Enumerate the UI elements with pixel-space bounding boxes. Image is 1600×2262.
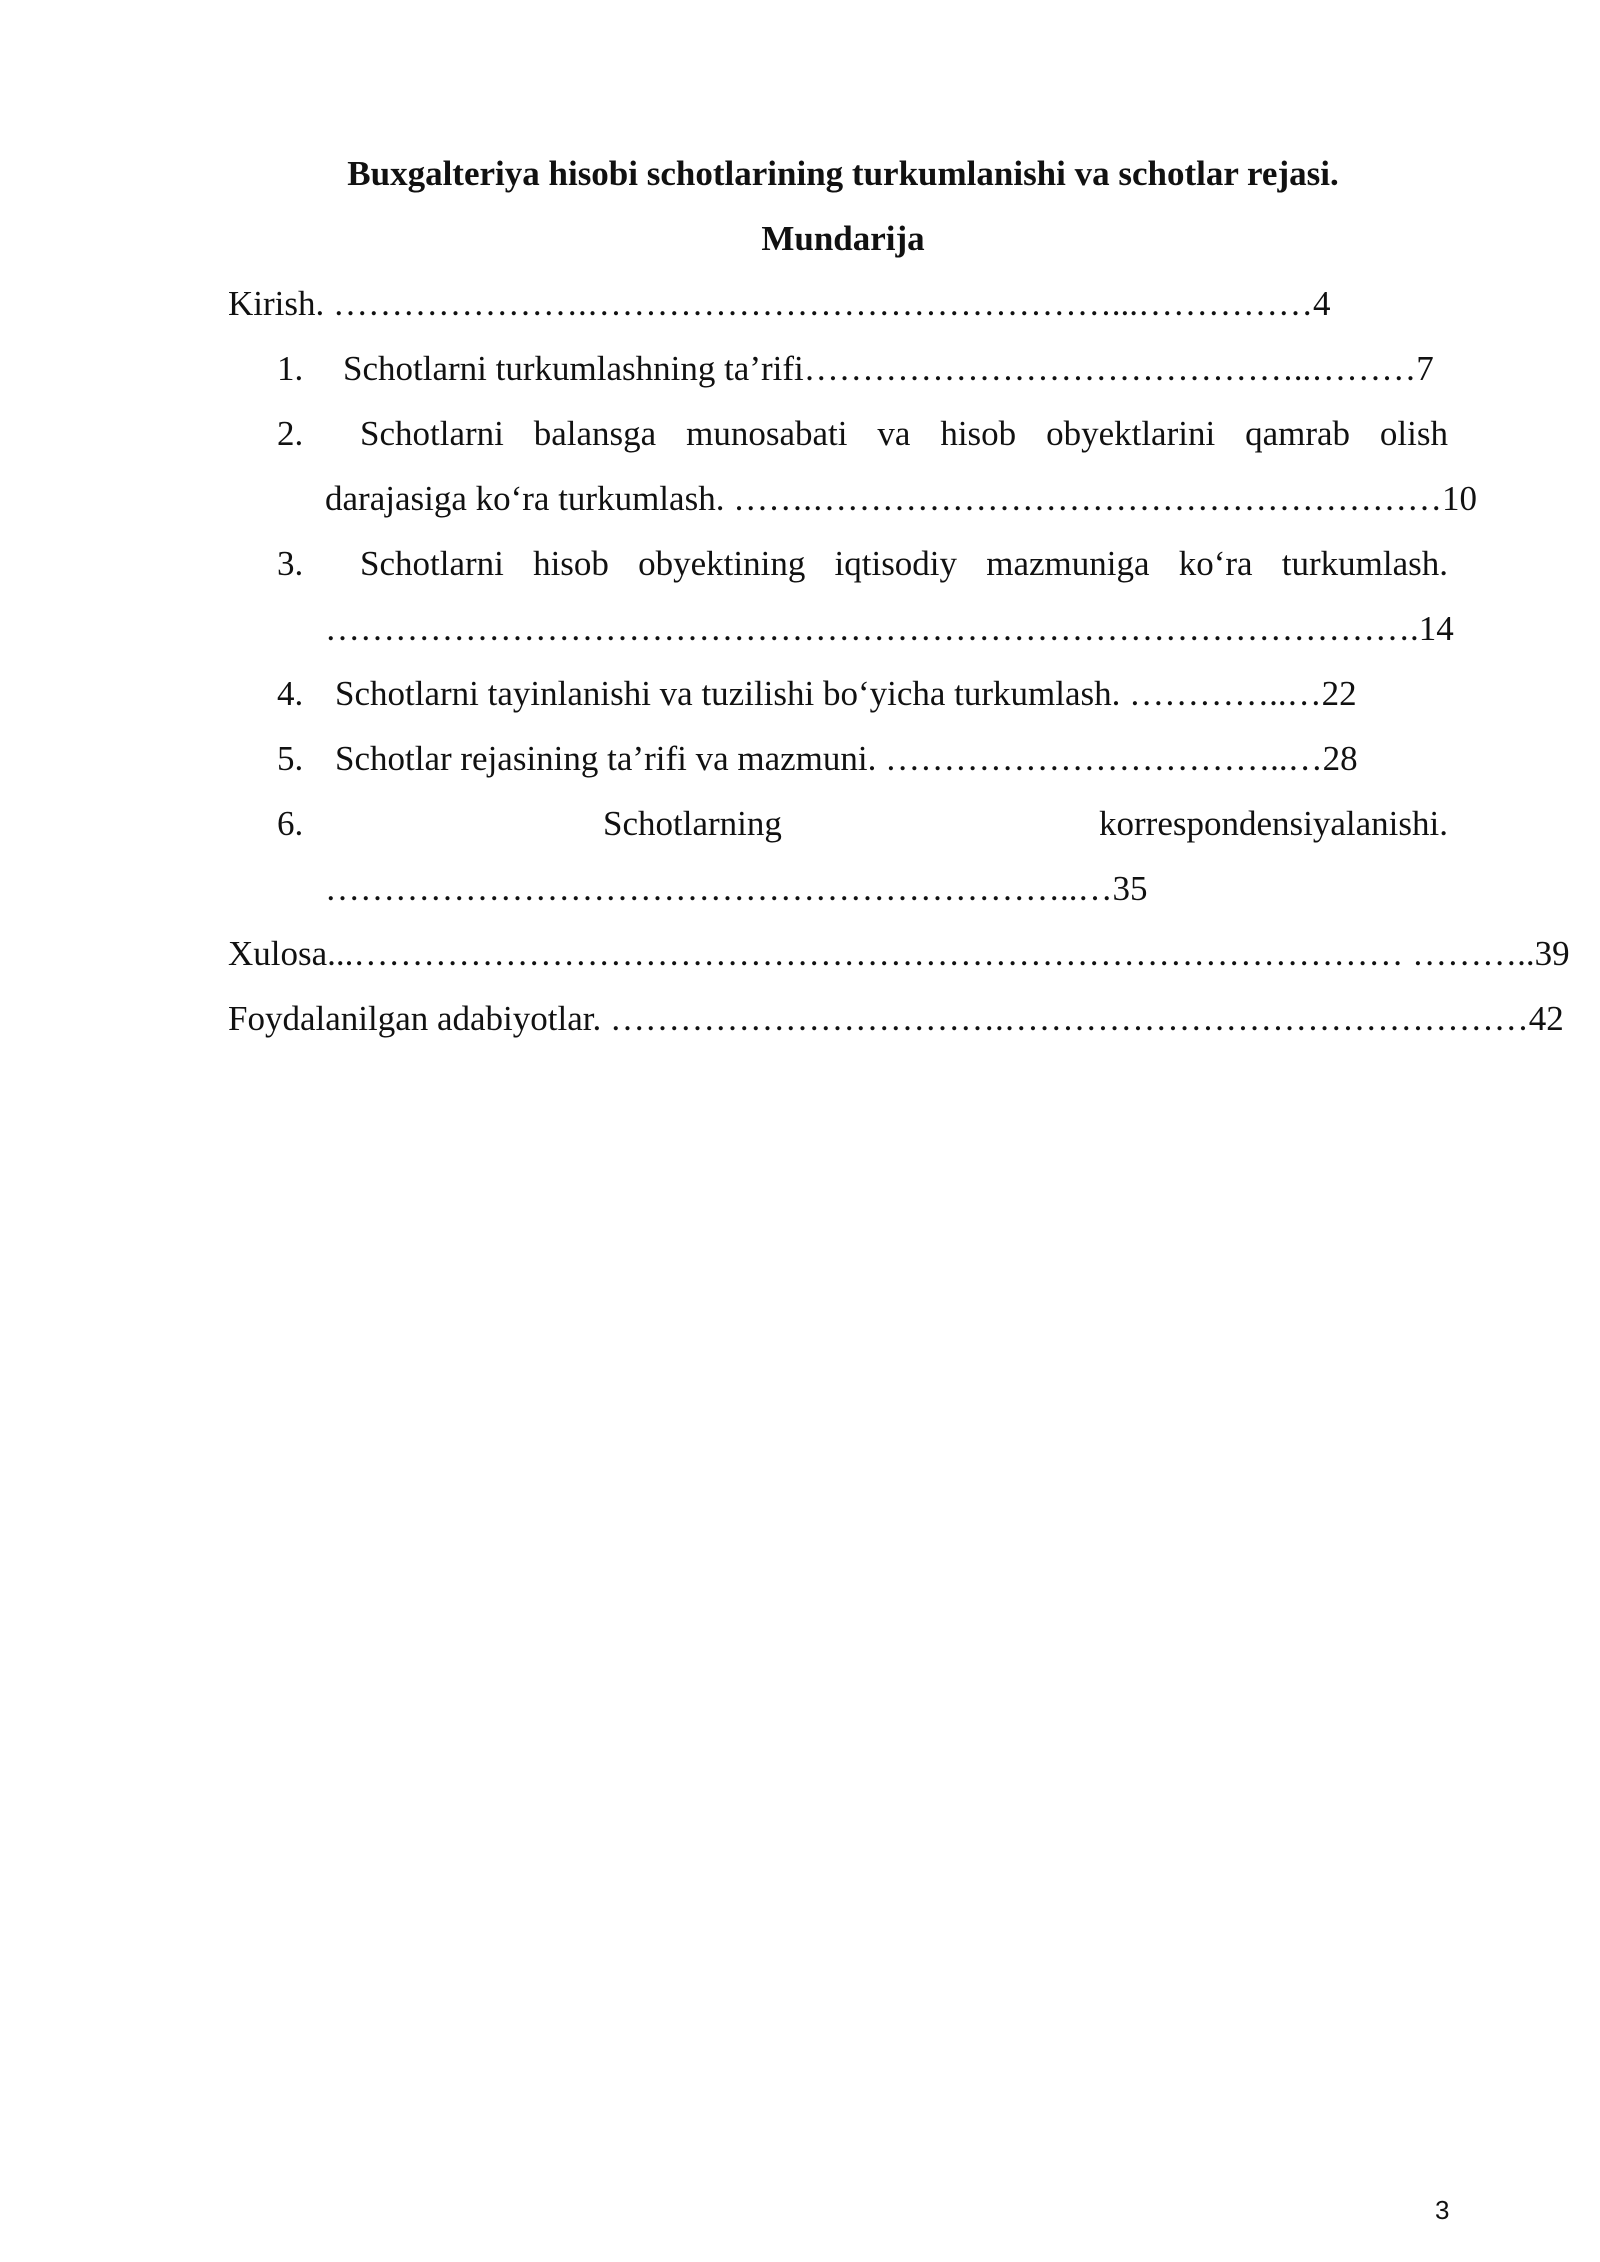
toc-entry-2-word: Schotlarni [360,414,504,453]
toc-entry-2-continuation: darajasiga ko‘ra turkumlash. …….………………………………………………10 [325,479,1477,518]
toc-entry-references: Foydalanilgan adabiyotlar. …………………………….………………………………………42 [228,999,1564,1038]
toc-entry-6-continuation: ………………………………………………………..…35 [325,869,1148,908]
toc-entry-conclusion: Xulosa...……………………………………………………………………………… ………..39 [228,934,1570,973]
document-title: Buxgalteriya hisobi schotlarining turkumlanishi va schotlar rejasi. [347,154,1339,193]
toc-entry-6-line1 [603,802,1448,846]
toc-entry-1-number: 1. [277,349,304,388]
toc-entry-3-word: mazmuniga [986,544,1150,583]
toc-entry-3-word: hisob [533,544,609,583]
toc-entry-1-text: Schotlarni turkumlashning ta’rifi……………………………………..………7 [343,349,1434,388]
toc-entry-2-word: obyektlarini [1046,414,1216,453]
toc-entry-2-line1 [360,412,1448,456]
toc-entry-5-number: 5. [277,739,304,778]
toc-entry-intro: Kirish. ………………….………………………………………...……………4 [228,284,1331,323]
toc-entry-2-word: munosabati [686,414,848,453]
toc-entry-2-word: balansga [533,414,657,453]
toc-entry-3-number: 3. [277,544,304,583]
toc-entry-6-number: 6. [277,804,304,843]
toc-entry-6-word: Schotlarning [603,804,782,843]
toc-entry-6-word: korrespondensiyalanishi. [1099,804,1448,843]
toc-entry-4-text: Schotlarni tayinlanishi va tuzilishi bo‘yicha turkumlash. …………..…22 [335,674,1357,713]
toc-entry-3-word: obyektining [638,544,806,583]
toc-entry-3-word: iqtisodiy [834,544,958,583]
toc-entry-2-word: hisob [940,414,1017,453]
toc-entry-3-continuation: ………………………………………………………………………………….14 [325,609,1454,648]
toc-entry-2-number: 2. [277,414,304,453]
toc-entry-2-word: olish [1379,414,1448,453]
page-number: 3 [1435,2195,1450,2225]
toc-entry-2-word: va [877,414,911,453]
toc-entry-3-line1 [360,542,1448,586]
toc-entry-3-word: Schotlarni [360,544,504,583]
toc-entry-5-text: Schotlar rejasining ta’rifi va mazmuni. ……………………………..…28 [335,739,1358,778]
toc-entry-4-number: 4. [277,674,304,713]
toc-entry-2-word: qamrab [1245,414,1351,453]
toc-heading: Mundarija [761,219,925,258]
toc-entry-3-word: ko‘ra [1178,544,1253,583]
toc-entry-3-word: turkumlash. [1281,544,1448,583]
